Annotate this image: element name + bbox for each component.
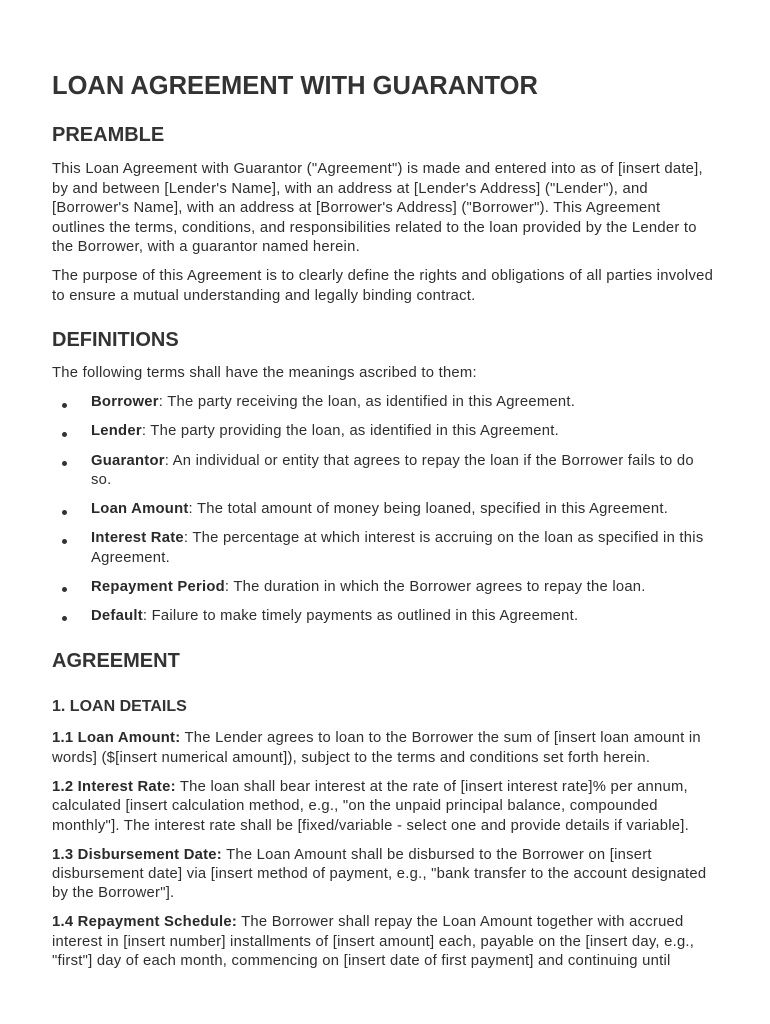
clause-1-2-interest-rate bbox=[52, 778, 740, 836]
clause-1-1-loan-amount bbox=[52, 729, 740, 768]
clause-text: The loan shall bear interest at the rate of [insert interest rate]% per annum, bbox=[179, 778, 688, 795]
clause-text: The Borrower shall repay the Loan Amount together with accrued bbox=[241, 914, 684, 931]
text-line bbox=[52, 913, 740, 932]
bullet-marker bbox=[62, 587, 67, 592]
definition-text: : The percentage at which interest is accruing on the loan as specified in this bbox=[183, 530, 704, 547]
text-line: calculated [insert calculation method, e.g., "on the unpaid principal balance, compounded bbox=[52, 798, 658, 815]
definition-term: Lender bbox=[91, 423, 142, 440]
text-line: words] ($[insert numerical amount]), subject to the terms and conditions set forth herein. bbox=[52, 749, 651, 766]
definition-term: Repayment Period bbox=[91, 578, 225, 595]
text-line: by the Borrower"]. bbox=[52, 885, 175, 902]
definition-item-guarantor bbox=[52, 452, 740, 491]
clause-label: 1.3 Disbursement Date: bbox=[52, 846, 222, 863]
definition-term: Borrower bbox=[91, 394, 159, 411]
text-line: interest in [insert number] installments of [insert amount] each, payable on the [insert day, e.g., bbox=[52, 933, 695, 950]
clause-1-3-disbursement-date bbox=[52, 846, 740, 904]
definition-item-lender bbox=[52, 422, 740, 441]
definition-item-default bbox=[52, 607, 740, 626]
definition-item-repayment-period bbox=[52, 578, 740, 597]
text-line: Agreement. bbox=[91, 549, 170, 566]
definition-term: Interest Rate bbox=[91, 530, 184, 547]
clause-label: 1.1 Loan Amount: bbox=[52, 730, 181, 747]
definition-text: : The total amount of money being loaned, specified in this Agreement. bbox=[188, 501, 669, 518]
text-line bbox=[91, 500, 740, 519]
text-line bbox=[52, 778, 740, 797]
clause-text: The Loan Amount shall be disbursed to the Borrower on [insert bbox=[226, 846, 652, 863]
definition-text: : The party providing the loan, as identified in this Agreement. bbox=[141, 423, 559, 440]
text-line bbox=[91, 393, 740, 412]
text-line bbox=[91, 578, 740, 597]
preamble-paragraph-2 bbox=[52, 267, 740, 306]
definition-item-loan-amount bbox=[52, 500, 740, 519]
preamble-paragraph-1 bbox=[52, 160, 740, 257]
text-line bbox=[91, 422, 740, 441]
text-line: by and between [Lender's Name], with an address at [Lender's Address] ("Lender"), and bbox=[52, 180, 648, 197]
text-line: [Borrower's Name], with an address at [Borrower's Address] ("Borrower"). This Agreement bbox=[52, 200, 661, 217]
definitions-intro bbox=[52, 364, 740, 383]
text-line bbox=[52, 846, 740, 865]
text-line: the Borrower, with a guarantor named herein. bbox=[52, 238, 360, 255]
text-line bbox=[91, 607, 740, 626]
text-line: monthly"]. The interest rate shall be [fixed/variable - select one and provide details if variable]. bbox=[52, 817, 689, 834]
clause-text: The Lender agrees to loan to the Borrower the sum of [insert loan amount in bbox=[184, 730, 701, 747]
bullet-marker bbox=[62, 616, 67, 621]
bullet-marker bbox=[62, 539, 67, 544]
text-line: This Loan Agreement with Guarantor ("Agreement") is made and entered into as of [insert date], bbox=[52, 161, 703, 178]
bullet-marker bbox=[62, 461, 67, 466]
definition-text: : The party receiving the loan, as identified in this Agreement. bbox=[158, 394, 576, 411]
text-line: disbursement date] via [insert method of payment, e.g., "bank transfer to the account designated bbox=[52, 865, 707, 882]
subsection-heading-loan-details: 1. LOAN DETAILS bbox=[52, 698, 187, 715]
definition-term: Guarantor bbox=[91, 452, 165, 469]
text-line: outlines the terms, conditions, and responsibilities related to the loan provided by the Lender to bbox=[52, 219, 697, 236]
text-line: "first"] day of each month, commencing on [insert date of first payment] and continuing until bbox=[52, 953, 671, 970]
clause-label: 1.4 Repayment Schedule: bbox=[52, 914, 238, 931]
definition-text: : An individual or entity that agrees to repay the loan if the Borrower fails to do bbox=[164, 452, 694, 469]
definitions-list bbox=[52, 393, 740, 626]
text-line bbox=[91, 529, 740, 548]
definition-text: : The duration in which the Borrower agrees to repay the loan. bbox=[224, 578, 646, 595]
bullet-marker bbox=[62, 432, 67, 437]
text-line bbox=[52, 729, 740, 748]
section-heading-preamble: PREAMBLE bbox=[52, 124, 165, 146]
document-title: LOAN AGREEMENT WITH GUARANTOR bbox=[52, 72, 538, 100]
clause-1-4-repayment-schedule bbox=[52, 913, 740, 971]
definition-item-interest-rate bbox=[52, 529, 740, 568]
bullet-marker bbox=[62, 403, 67, 408]
agreement-section bbox=[52, 649, 740, 972]
definition-text: : Failure to make timely payments as outlined in this Agreement. bbox=[142, 607, 579, 624]
text-line: to ensure a mutual understanding and legally binding contract. bbox=[52, 287, 476, 304]
definition-term: Default bbox=[91, 607, 143, 624]
text-line: The purpose of this Agreement is to clearly define the rights and obligations of all parties involved bbox=[52, 268, 714, 285]
clause-label: 1.2 Interest Rate: bbox=[52, 778, 176, 795]
bullet-marker bbox=[62, 510, 67, 515]
definitions-section bbox=[52, 328, 740, 626]
preamble-section bbox=[52, 123, 740, 306]
section-heading-definitions: DEFINITIONS bbox=[52, 329, 179, 352]
section-heading-agreement: AGREEMENT bbox=[52, 650, 180, 672]
text-line bbox=[91, 452, 740, 471]
definition-item-borrower bbox=[52, 393, 740, 412]
text-line: The following terms shall have the meanings ascribed to them: bbox=[52, 365, 477, 382]
definition-term: Loan Amount bbox=[91, 501, 189, 518]
text-line: so. bbox=[91, 471, 112, 488]
